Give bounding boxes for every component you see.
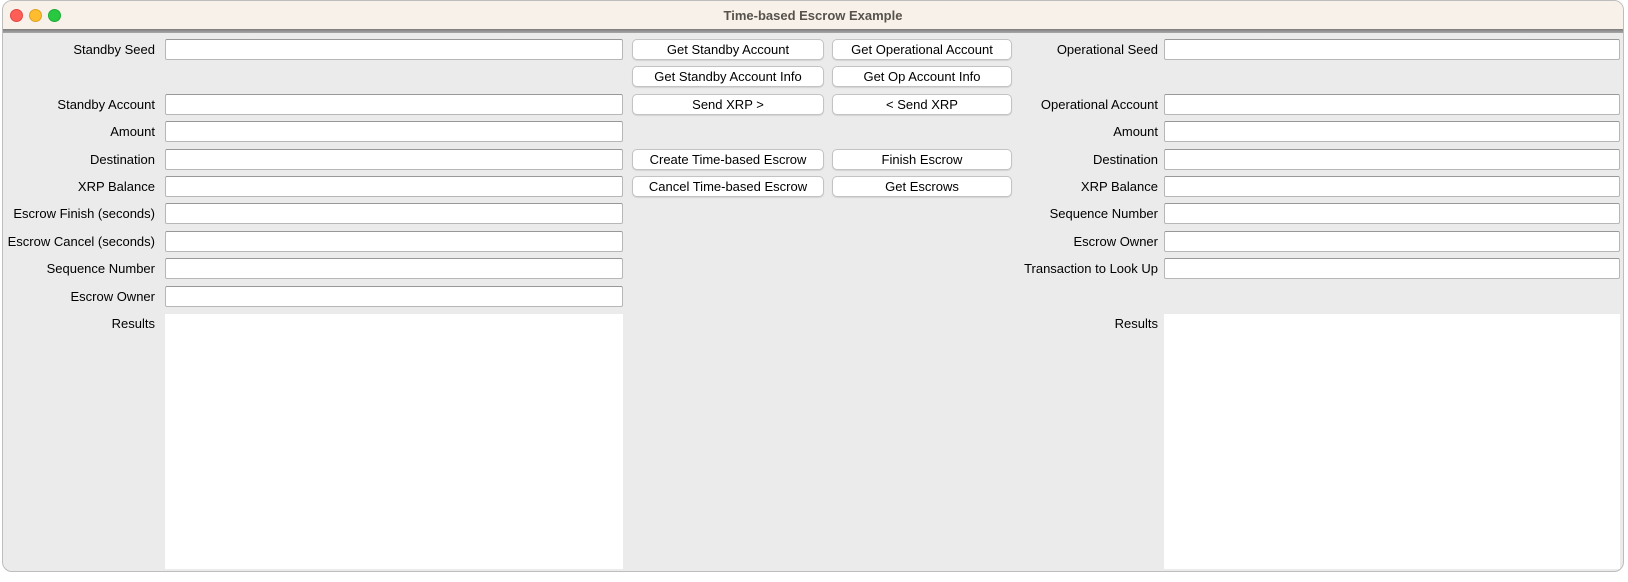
send-xrp-right-button[interactable]: Send XRP > — [632, 94, 824, 115]
operational-destination-input[interactable] — [1164, 149, 1620, 170]
standby-account-input[interactable] — [165, 94, 623, 115]
operational-xrp-balance-label: XRP Balance — [1080, 179, 1158, 194]
get-operational-account-button[interactable]: Get Operational Account — [832, 39, 1012, 60]
standby-results-textarea[interactable] — [165, 314, 623, 569]
standby-escrow-owner-label: Escrow Owner — [70, 289, 155, 304]
transaction-lookup-label: Transaction to Look Up — [1024, 261, 1158, 276]
zoom-button[interactable] — [48, 9, 61, 22]
operational-account-label: Operational Account — [1040, 97, 1158, 112]
standby-seed-label: Standby Seed — [73, 42, 155, 57]
operational-seed-label: Operational Seed — [1056, 42, 1158, 57]
standby-seed-input[interactable] — [165, 39, 623, 60]
standby-amount-label: Amount — [110, 124, 155, 139]
cancel-escrow-button[interactable]: Cancel Time-based Escrow — [632, 176, 824, 197]
get-standby-account-info-button[interactable]: Get Standby Account Info — [632, 66, 824, 87]
standby-account-label: Standby Account — [57, 97, 155, 112]
get-standby-account-button[interactable]: Get Standby Account — [632, 39, 824, 60]
app-window — [2, 0, 1624, 572]
escrow-finish-input[interactable] — [165, 203, 623, 224]
operational-sequence-number-label: Sequence Number — [1049, 206, 1158, 221]
operational-seed-input[interactable] — [1164, 39, 1620, 60]
operational-results-label: Results — [1114, 316, 1158, 331]
title-bar — [3, 1, 1623, 29]
escrow-cancel-label: Escrow Cancel (seconds) — [7, 234, 155, 249]
operational-amount-input[interactable] — [1164, 121, 1620, 142]
standby-destination-label: Destination — [89, 152, 155, 167]
create-escrow-button[interactable]: Create Time-based Escrow — [632, 149, 824, 170]
titlebar-separator — [3, 29, 1623, 33]
operational-sequence-number-input[interactable] — [1164, 203, 1620, 224]
standby-sequence-number-label: Sequence Number — [46, 261, 155, 276]
standby-escrow-owner-input[interactable] — [165, 286, 623, 307]
close-button[interactable] — [10, 9, 23, 22]
send-xrp-left-button[interactable]: < Send XRP — [832, 94, 1012, 115]
standby-xrp-balance-label: XRP Balance — [77, 179, 155, 194]
escrow-cancel-input[interactable] — [165, 231, 623, 252]
minimize-button[interactable] — [29, 9, 42, 22]
operational-destination-label: Destination — [1092, 152, 1158, 167]
operational-escrow-owner-input[interactable] — [1164, 231, 1620, 252]
standby-xrp-balance-input[interactable] — [165, 176, 623, 197]
standby-amount-input[interactable] — [165, 121, 623, 142]
finish-escrow-button[interactable]: Finish Escrow — [832, 149, 1012, 170]
operational-xrp-balance-input[interactable] — [1164, 176, 1620, 197]
get-op-account-info-button[interactable]: Get Op Account Info — [832, 66, 1012, 87]
operational-account-input[interactable] — [1164, 94, 1620, 115]
escrow-finish-label: Escrow Finish (seconds) — [13, 206, 155, 221]
standby-sequence-number-input[interactable] — [165, 258, 623, 279]
standby-results-label: Results — [111, 316, 155, 331]
operational-escrow-owner-label: Escrow Owner — [1073, 234, 1158, 249]
get-escrows-button[interactable]: Get Escrows — [832, 176, 1012, 197]
operational-amount-label: Amount — [1113, 124, 1158, 139]
standby-destination-input[interactable] — [165, 149, 623, 170]
window-title: Time-based Escrow Example — [723, 7, 903, 23]
transaction-lookup-input[interactable] — [1164, 258, 1620, 279]
operational-results-textarea[interactable] — [1164, 314, 1620, 569]
